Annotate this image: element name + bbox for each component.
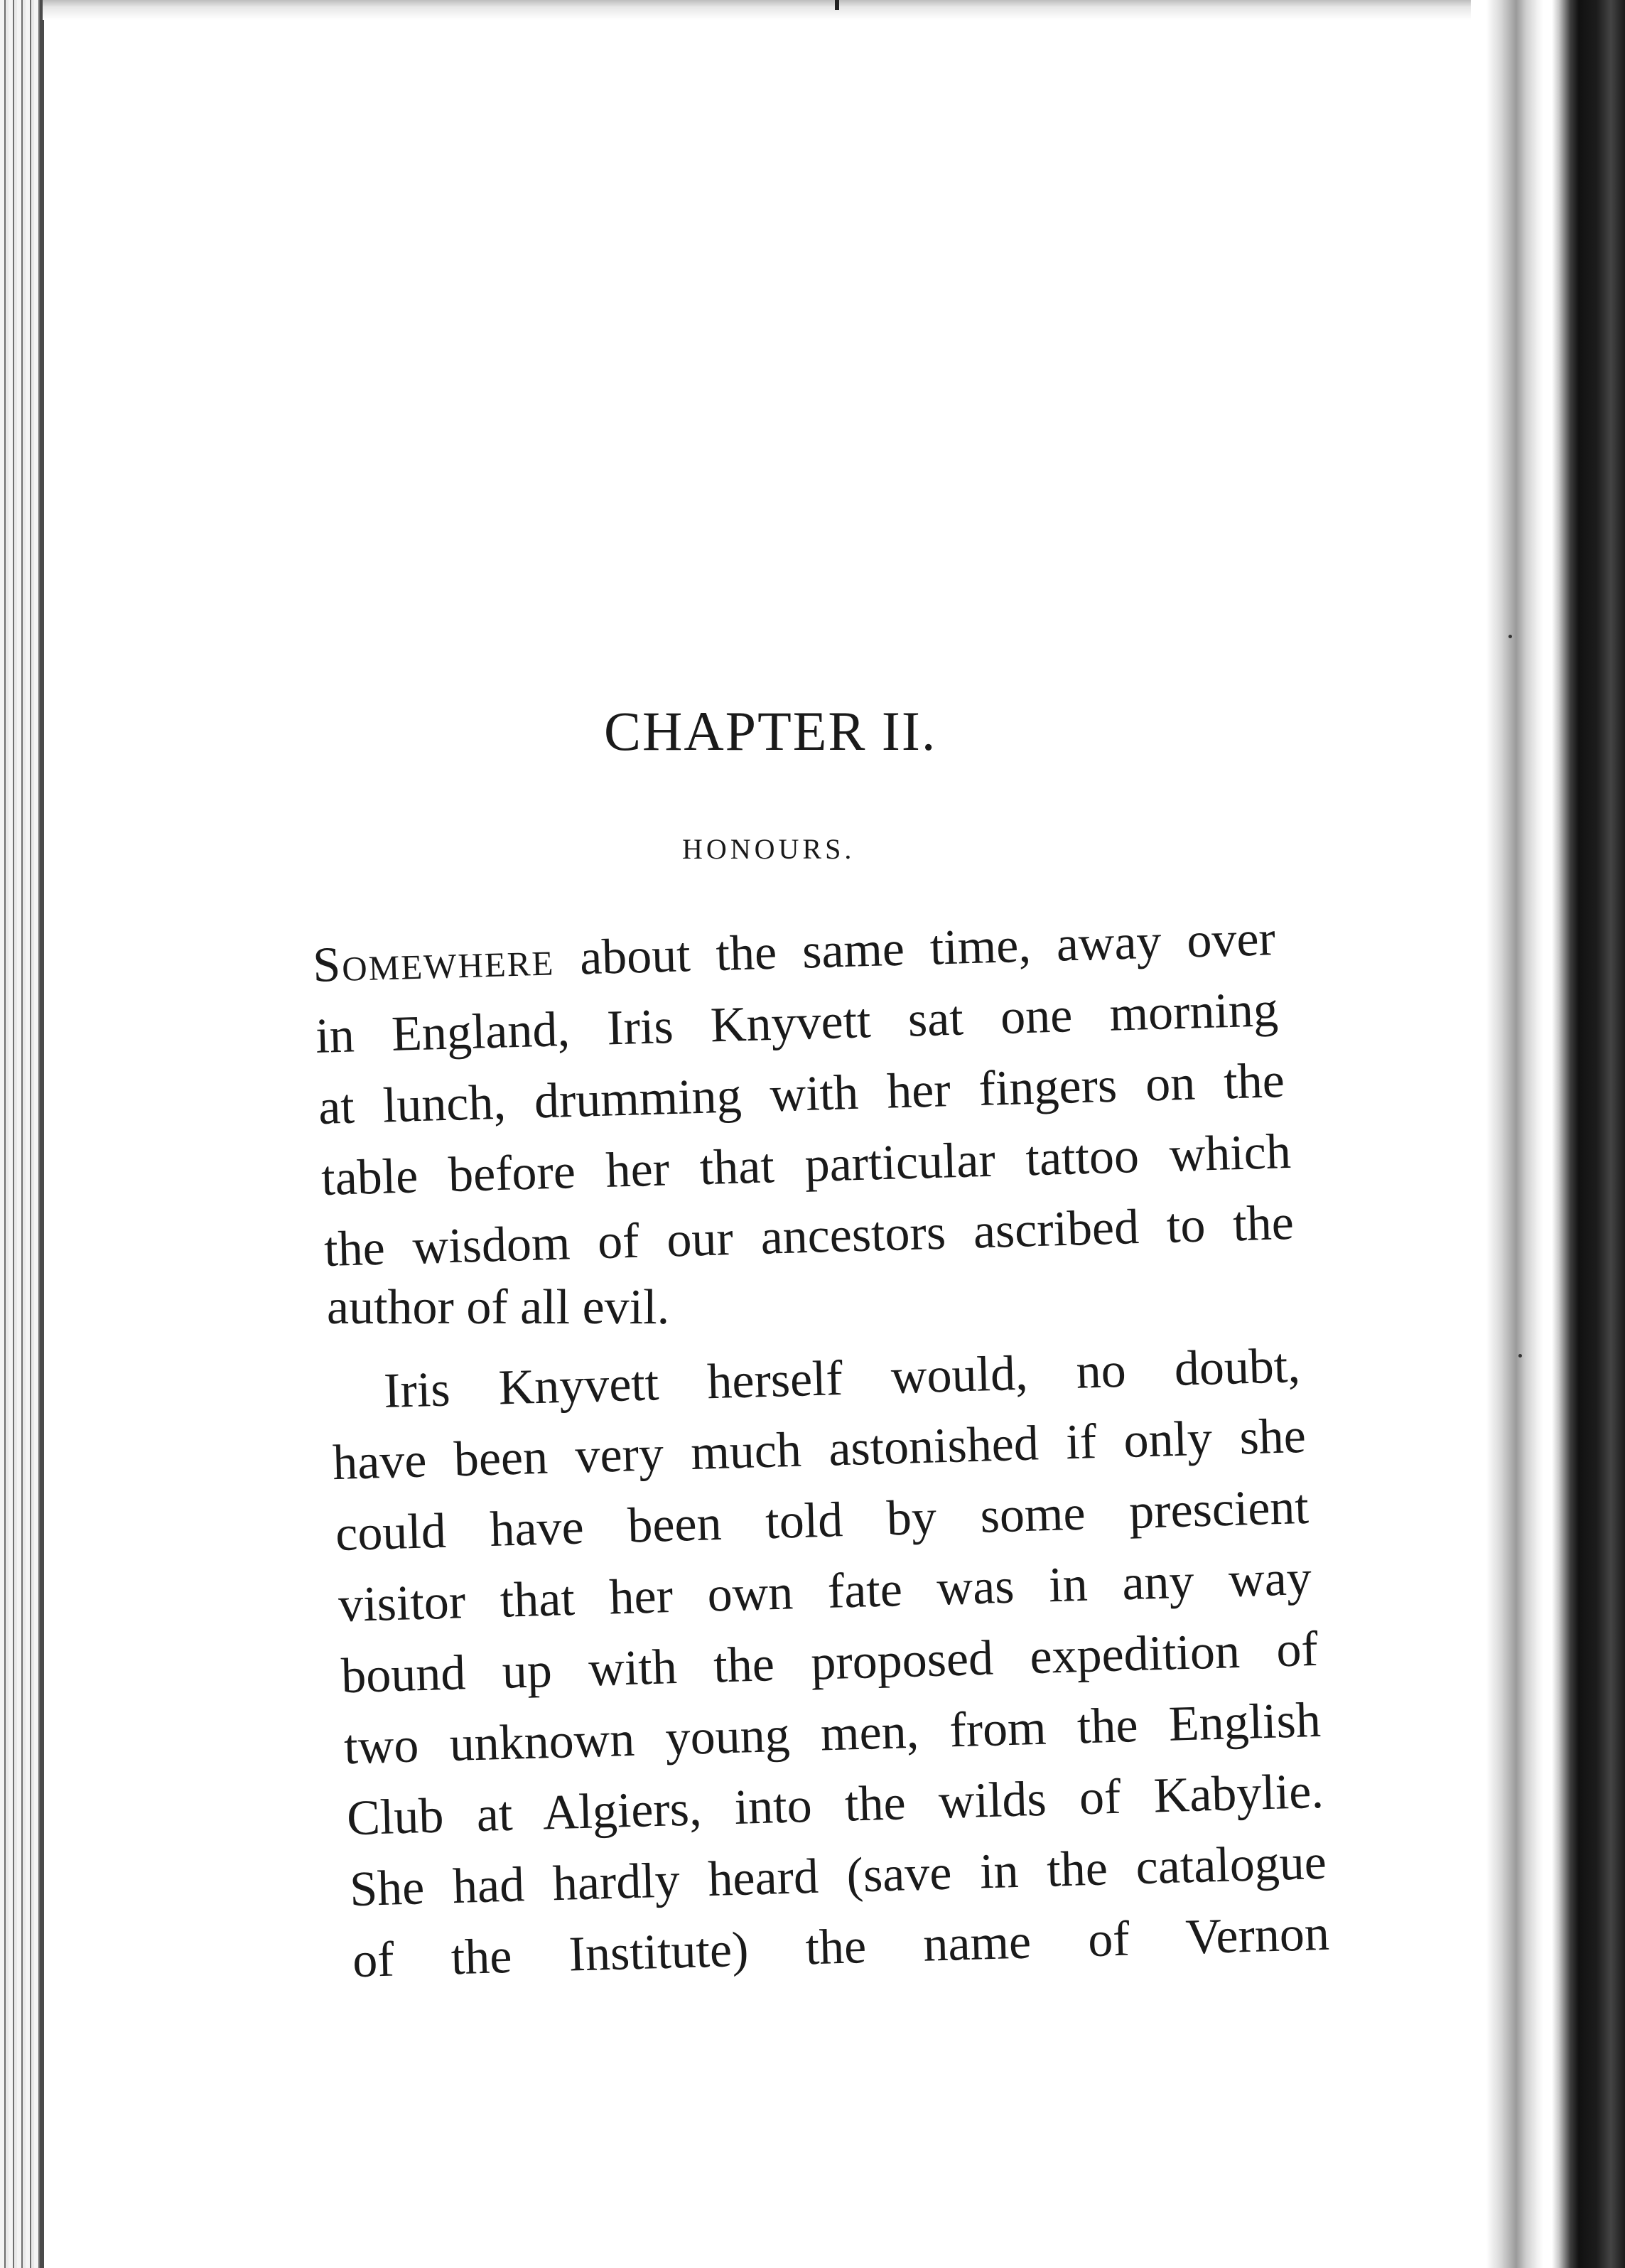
text-line: Somewhere about the same time, away over xyxy=(312,911,1276,993)
text-line: author of all evil. xyxy=(327,1280,670,1335)
book-binding-gutter xyxy=(1472,0,1625,2268)
text-line: at lunch, drumming with her fingers on the xyxy=(318,1053,1285,1135)
lead-word: Somewhere xyxy=(312,931,556,993)
text-line: have been very much astonished if only she xyxy=(332,1408,1307,1491)
book-page-edges xyxy=(0,0,44,2268)
text-line: could have been told by some prescient xyxy=(335,1479,1310,1562)
text-line: bound up with the proposed expedition of xyxy=(340,1621,1319,1704)
chapter-subtitle: HONOURS. xyxy=(682,833,855,865)
text-line: two unknown young men, from the English xyxy=(343,1692,1322,1775)
page-top-edge-shadow xyxy=(43,0,1471,20)
text-line: of the Institute) the name of Vernon xyxy=(352,1906,1330,1989)
text-line: table before her that particular tattoo which xyxy=(320,1124,1292,1207)
text-line: Iris Knyvett herself would, no doubt, xyxy=(383,1338,1301,1419)
scan-speck xyxy=(1518,1354,1522,1358)
text-line: visitor that her own fate was in any way xyxy=(338,1550,1312,1633)
text-line: Club at Algiers, into the wilds of Kabylie. xyxy=(346,1763,1324,1847)
scan-speck xyxy=(1508,635,1512,638)
text-line: in England, Iris Knyvett sat one morning xyxy=(315,982,1279,1064)
chapter-title: CHAPTER II. xyxy=(604,700,937,762)
scan-mark xyxy=(835,0,839,10)
text-line: She had hardly heard (save in the catalogue xyxy=(349,1834,1327,1918)
text-line: the wisdom of our ancestors ascribed to the xyxy=(323,1195,1295,1278)
